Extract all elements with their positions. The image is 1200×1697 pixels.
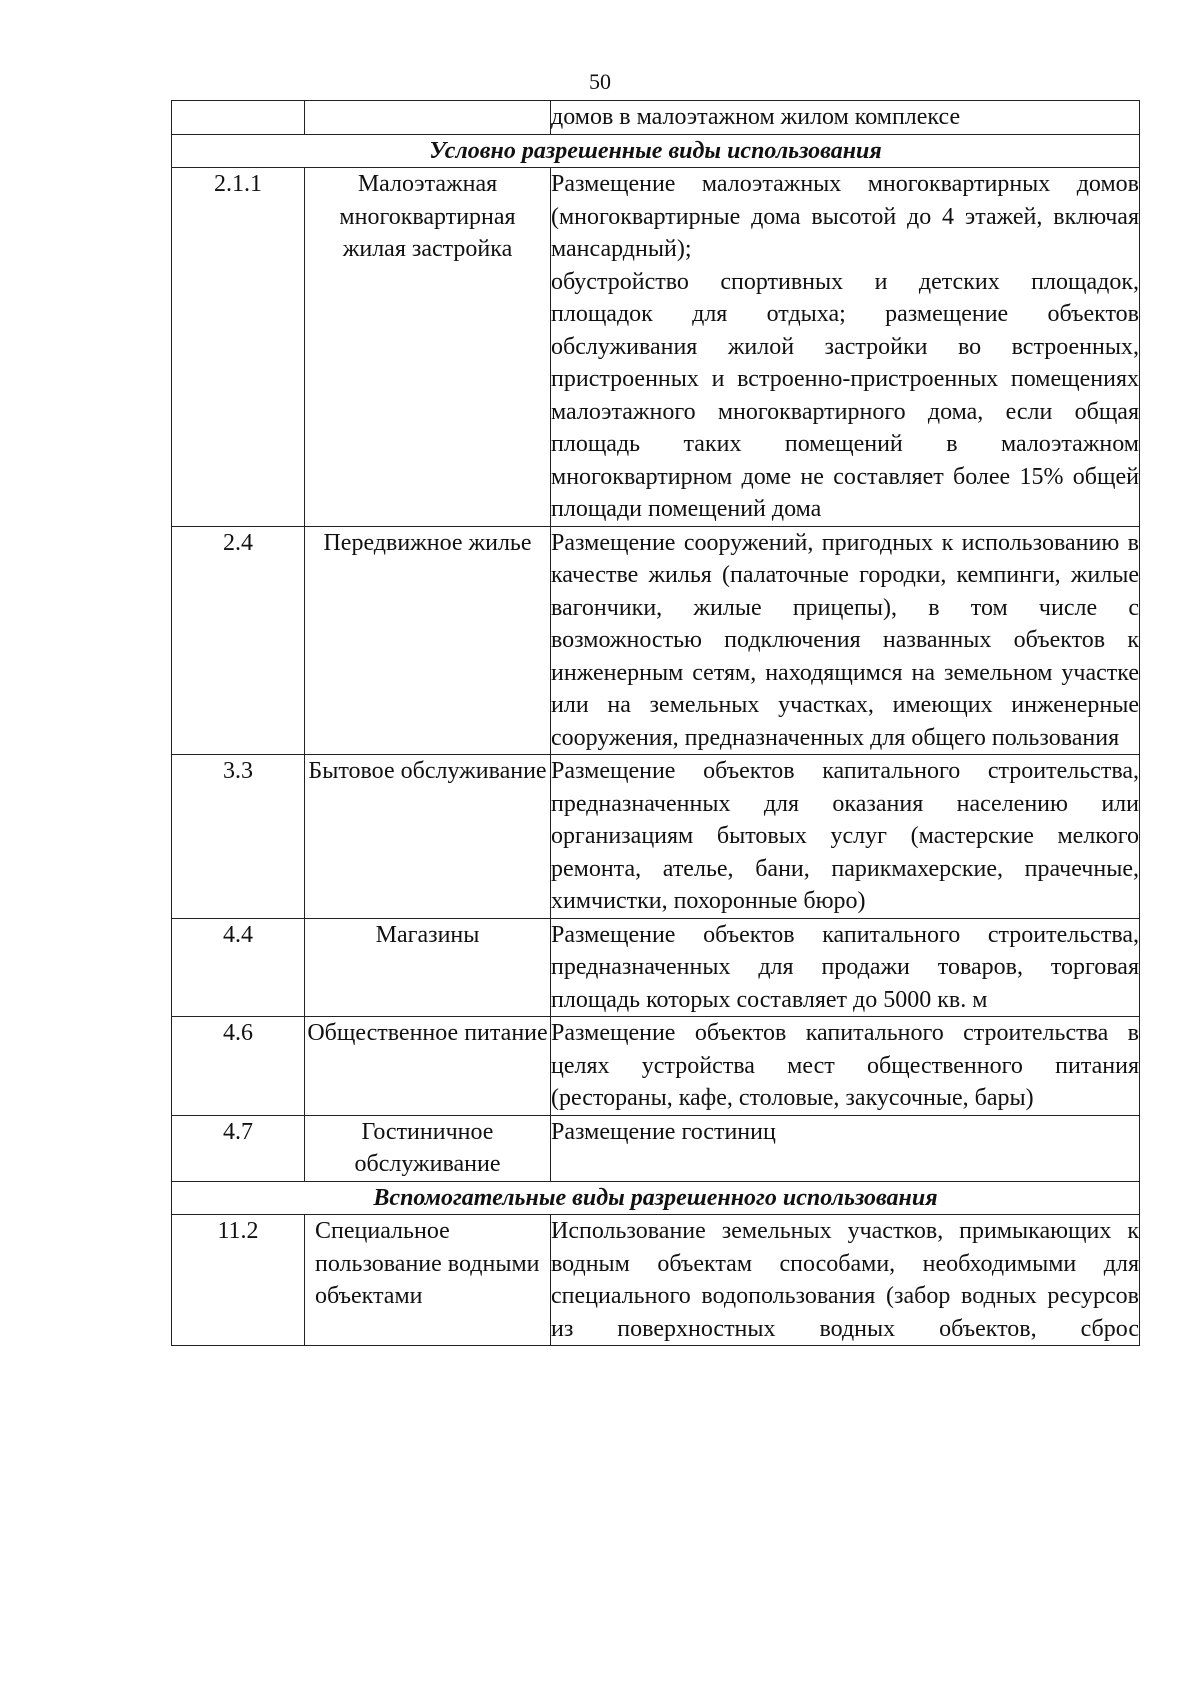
- section-header-row: [172, 134, 1140, 168]
- row-description: [551, 1215, 1140, 1346]
- row-code: 4.6: [172, 1017, 305, 1116]
- table-row: [172, 168, 1140, 527]
- description-paragraph: Размещение сооружений, пригодных к использованию в качестве жилья (палаточные городки, кемпинги, жилые вагончики, жилые прицепы), в том числе с возможностью подключения названных объектов к инженерным сетям, находящимся на земельном участке или на земельных участках, имеющих инженерные сооружения, предназначенных для общего пользования: [551, 529, 1139, 751]
- row-code: 4.4: [172, 918, 305, 1017]
- row-description: [551, 918, 1140, 1017]
- row-description: [551, 168, 1140, 527]
- row-name: Магазины: [305, 918, 551, 1017]
- row-name: Бытовое обслуживание: [305, 755, 551, 919]
- table-row: [172, 1215, 1140, 1346]
- description-paragraph: Размещение гостиниц: [551, 1118, 776, 1145]
- row-name: Специальное пользование водными объектами: [305, 1215, 551, 1346]
- row-description: [551, 1017, 1140, 1116]
- description-paragraph: Размещение объектов капитального строительства, предназначенных для продажи товаров, торговая площадь которых составляет до 5000 кв. м: [551, 921, 1139, 1013]
- page-number: 50: [589, 69, 611, 94]
- row-description: [551, 755, 1140, 919]
- description-paragraph: Размещение объектов капитального строительства в целях устройства мест общественного питания (рестораны, кафе, столовые, закусочные, бары): [551, 1020, 1139, 1111]
- row-code: 4.7: [172, 1115, 305, 1181]
- land-use-table: [171, 100, 1140, 1346]
- row-description: домов в малоэтажном жилом комплексе: [551, 101, 1140, 135]
- row-description: [551, 1115, 1140, 1181]
- row-name: Передвижное жилье: [305, 526, 551, 755]
- section-title: Вспомогательные виды разрешенного использования: [172, 1181, 1140, 1215]
- row-code: 2.4: [172, 526, 305, 755]
- table-row: [172, 1115, 1140, 1181]
- row-code: 3.3: [172, 755, 305, 919]
- row-code: [172, 101, 305, 135]
- table-row: [172, 1017, 1140, 1116]
- section-title: Условно разрешенные виды использования: [172, 134, 1140, 168]
- description-paragraph: Размещение объектов капитального строительства, предназначенных для оказания населению или организациям бытовых услуг (мастерские мелкого ремонта, ателье, бани, парикмахерские, прачечные, химчистки, похоронные бюро): [551, 758, 1139, 914]
- table-row: [172, 526, 1140, 755]
- row-name: Общественное питание: [305, 1017, 551, 1116]
- row-code: 2.1.1: [172, 168, 305, 527]
- section-header-row: [172, 1181, 1140, 1215]
- description-paragraph: Использование земельных участков, примыкающих к водным объектам способами, необходимыми для специального водопользования (забор водных ресурсов из поверхностных водных объектов, сброс: [551, 1218, 1139, 1342]
- row-name: Гостиничное обслуживание: [305, 1115, 551, 1181]
- row-name: Малоэтажная многоквартирная жилая застройка: [305, 168, 551, 527]
- description-paragraph: обустройство спортивных и детских площадок, площадок для отдыха; размещение объектов обслуживания жилой застройки во встроенных, пристроенных и встроенно-пристроенных помещениях малоэтажного многоквартирного дома, если общая площадь таких помещений в малоэтажном многоквартирном доме не составляет более 15% общей площади помещений дома: [551, 268, 1139, 522]
- row-description: [551, 526, 1140, 755]
- row-code: 11.2: [172, 1215, 305, 1346]
- table-row-continuation: [172, 101, 1140, 135]
- table-row: [172, 755, 1140, 919]
- description-paragraph: Размещение малоэтажных многоквартирных домов (многоквартирные дома высотой до 4 этажей, включая мансардный);: [551, 171, 1139, 262]
- table-row: [172, 918, 1140, 1017]
- row-name: [305, 101, 551, 135]
